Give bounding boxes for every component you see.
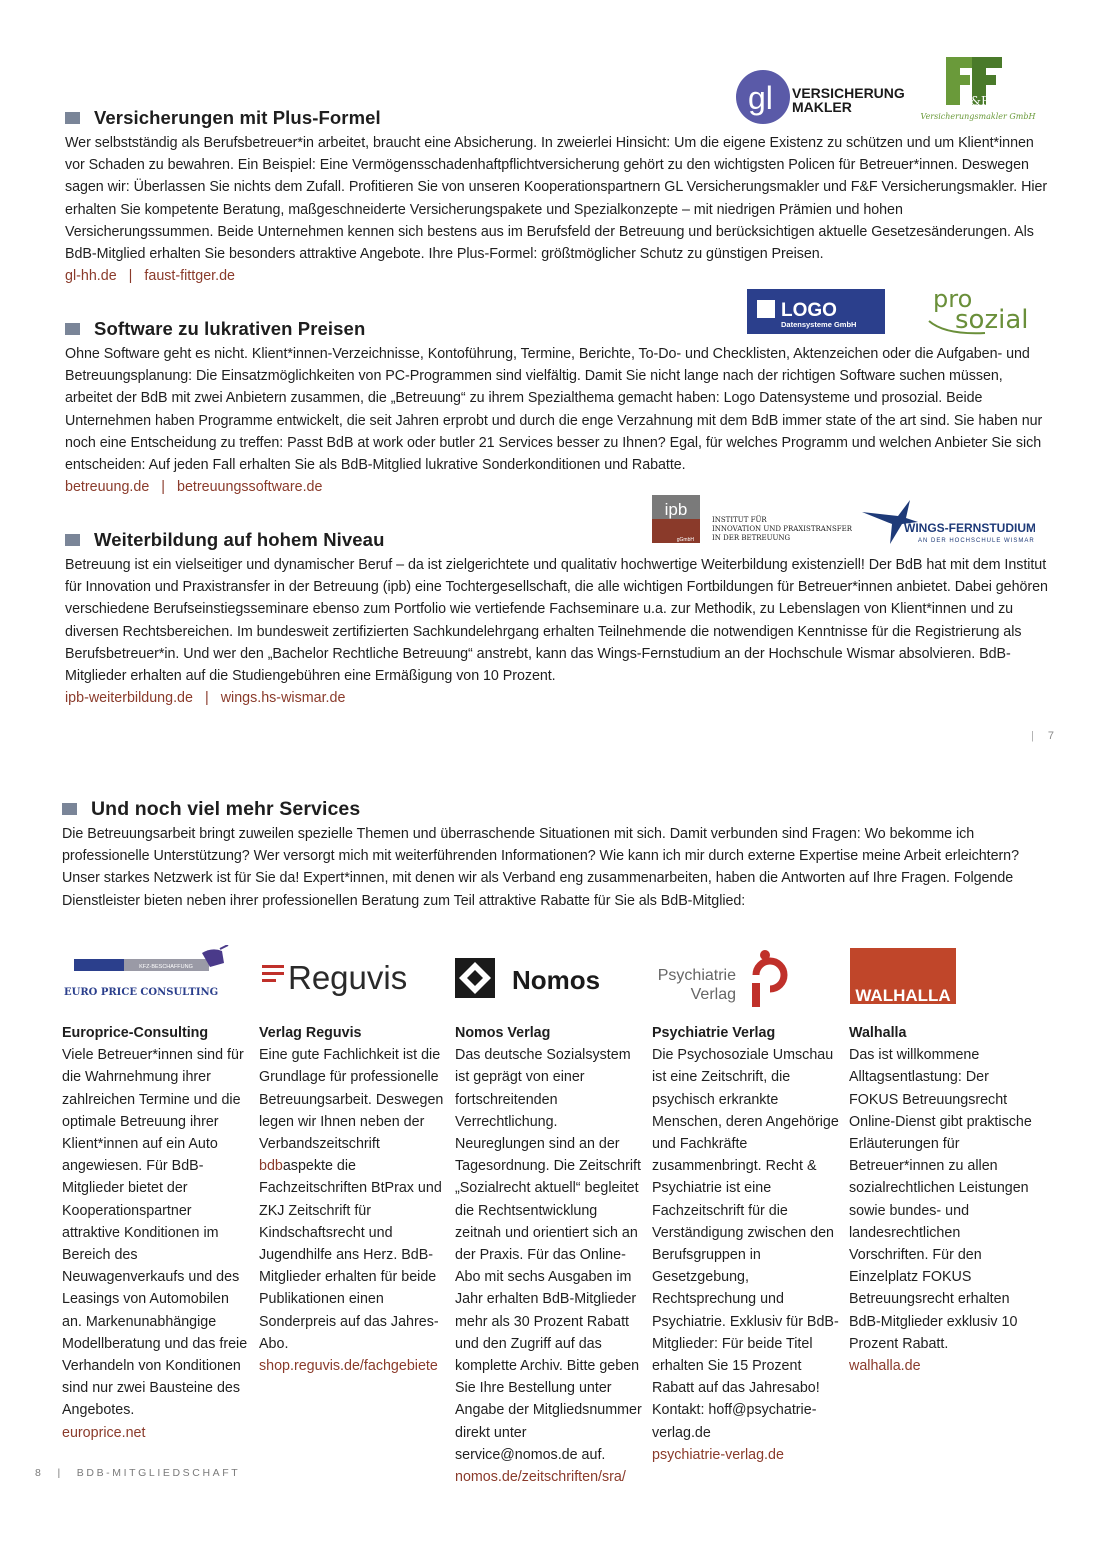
prosozial-top: pro [933,285,973,313]
page-number-right: | 7 [1031,730,1054,742]
link-gl-hh[interactable]: gl-hh.de [65,268,117,285]
section-software [65,315,1050,498]
ff-caption: Versicherungsmakler GmbH [920,112,1036,121]
section-links: betreuung.de | betreuungssoftware.de [65,479,323,496]
link-betreuung[interactable]: betreuung.de [65,479,150,496]
section-links: gl-hh.de | faust-fittger.de [65,268,235,285]
partner-body: Das ist willkommene Alltagsentlastung: Der FOKUS Betreuungsrecht Online-Dienst gibt praktische Erläuterungen für Betreuer*innen zu allen sozialrechtlichen Leistungen sowie bundes- und landesrechtlichen Vorschriften. Für den Einzelplatz FOKUS Betreuungsrecht erhalten BdB-Mitglieder exklusiv 10 Prozent Rabatt. [849,1047,1032,1352]
logo-main-text: LOGO [781,300,837,321]
walhalla-logo [850,948,956,1004]
section-body: Wer selbstständig als Berufsbetreuer*in arbeitet, braucht eine Absicherung. In zweierlei Hinsicht: Um die eigene Existenz zu schützen und um Klient*innen vor Schaden zu bewahren. Ein Beispiel: Eine Vermögensschadenhaftpflichtversicherung gehört zu den wichtigsten Policen für Betreuer*innen. Deswegen sagen wir: Überlassen Sie nichts dem Zufall. Profitieren Sie von unseren Kooperationspartnern GL Versicherungsmakler und F&F Versicherungsmakler. Hier erhalten Sie kompetente Beratung, maßgeschneiderte Versicherungspakete und Spezialkonzepte – mit niedrigen Prämien und hohen Versicherungssummen. Beide Unternehmen kennen sich bestens aus im Berufsfeld der Betreuung und berücksichtigen aktuelle Gesetzesänderungen. Als BdB-Mitglied erhalten Sie besonders attraktive Angebote. Ihre Plus-Formel: größtmöglicher Schutz zu günstigen Preisen. [65,135,1048,263]
link-ipb-weiterbildung[interactable]: ipb-weiterbildung.de [65,690,193,707]
section-title: Software zu lukrativen Preisen [94,318,366,339]
link-wings-hs-wismar[interactable]: wings.hs-wismar.de [220,690,346,707]
section-weiterbildung [65,526,1050,709]
bullet-square-icon [65,534,80,546]
partner-link[interactable]: psychiatrie-verlag.de [652,1446,784,1463]
gl-line2: MAKLER [792,99,852,115]
section-title: Und noch viel mehr Services [91,797,361,820]
partner-reguvis [259,1022,447,1377]
section-body: Betreuung ist ein vielseitiger und dynamischer Beruf – da ist zielgerichtete und qualitativ hochwertige Weiterbildung existenziell! Der BdB hat mit dem Institut für Innovation und Praxistransfer in der Betreuung (ipb) eine Tochtergesellschaft, die alle wichtigen Fortbildungen für Betreuer*innen anbietet. Dabei gehören verschiedene Berufseinstiegsseminare ebenso zum Portfolio wie vertiefende Fachseminare u.a. zur Methodik, zu Lebenslagen von Klient*innen und zu diversen Rechtsbereichen. Im bundesweit zertifizierten Sachkundelehrgang erhalten Teilnehmende die notwendigen Kenntnisse für die Registrierung als Berufsbetreuer*in. Und wer den „Bachelor Rechtliche Betreuung“ anstrebt, kann das Wings-Fernstudium an der Hochschule Wismar absolvieren. BdB-Mitglieder erhalten auf die Studiengebühren eine Ermäßigung von 10 Prozent. [65,557,1048,685]
bdb-brand: bdb [259,1158,283,1175]
partner-europrice [62,1022,250,1444]
section-versicherungen [65,104,1050,287]
walhalla-text: WALHALLA [855,986,951,1004]
partner-title: Europrice-Consulting [62,1025,209,1041]
page-footer: 8 | BDB-MITGLIEDSCHAFT [35,1467,241,1479]
logo-sub-text: Datensysteme GmbH [781,320,857,329]
bullet-square-icon [65,112,80,124]
bullet-square-icon [65,323,80,335]
partner-nomos [455,1022,643,1488]
partner-title: Walhalla [849,1025,907,1041]
link-faust-fittger[interactable]: faust-fittger.de [144,268,235,285]
ipb-small: gGmbH [676,537,694,543]
psychiatrie-verlag-logo [652,945,802,1010]
europrice-name: EURO PRICE CONSULTING [64,987,219,998]
partner-body: Viele Betreuer*innen sind für die Wahrnehmung ihrer zahlreichen Termine und die optimale Betreuung ihrer Klient*innen auf ein Auto angewiesen. Für BdB-Mitglieder bietet der Kooperationspartner attraktive Konditionen im Bereich des Neuwagenverkaufs und des Leasings von Automobilen an. Markenunabhängige Modellberatung und das freie Verhandeln von Konditionen sind nur zwei Bausteine des Angebotes. [62,1047,248,1419]
ff-letters: F&F [962,94,990,108]
section-services [62,795,1047,912]
psych-line1: Psychiatrie [657,967,736,984]
reguvis-logo [260,945,430,1005]
nomos-text: Nomos [512,965,601,995]
partner-psychiatrie-verlag [652,1022,840,1466]
ipb-letters: ipb [664,500,688,519]
partner-title: Psychiatrie Verlag [652,1025,776,1041]
reguvis-text: Reguvis [288,959,408,996]
partner-link[interactable]: nomos.de/zeitschriften/sra/ [455,1469,626,1486]
partner-body: Die Psychosoziale Umschau ist eine Zeitschrift, die psychisch erkrankte Menschen, deren Angehörige und Fachkräfte zusammenbringt. Recht & Psychiatrie ist eine Fachzeitschrift für die Verständigung zwischen den Berufsgruppen in Gesetzgebung, Rechtsprechung und Psychiatrie. Exklusiv für BdB-Mitglieder: Für beide Titel erhalten Sie 15 Prozent Rabatt auf das Jahresabo! Kontakt: hoff@psychatrie-verlag.de [652,1047,839,1441]
aspekte-brand: aspekte [282,1158,333,1175]
partner-body: Das deutsche Sozialsystem ist geprägt von einer fortschreitenden Verrechtlichung. Neureglungen sind an der Tagesordnung. Die Zeitschrift „Sozialrecht aktuell“ begleitet die Rechtsentwicklung zeitnah und orientiert sich an der Praxis. Für das Online-Abo mit sechs Ausgaben im Jahr erhalten BdB-Mitglieder mehr als 30 Prozent Rabatt und den Zugriff auf das komplette Archiv. Bitte geben Sie Ihre Bestellung unter Angabe der Mitgliedsnummer direkt unter service@nomos.de auf. [455,1047,642,1463]
footer-label: BDB-MITGLIEDSCHAFT [76,1467,241,1479]
wings-sub: AN DER HOCHSCHULE WISMAR [918,538,1035,544]
europrice-logo [62,945,237,1000]
partner-walhalla [849,1022,1037,1377]
partner-title: Verlag Reguvis [259,1025,362,1041]
europrice-band: KFZ-BESCHAFFUNG [139,964,193,970]
ipb-line1: INSTITUT FÜR [712,516,767,524]
partner-link[interactable]: walhalla.de [849,1358,921,1375]
ipb-line3: IN DER BETREUUNG [712,534,791,542]
section-body: Ohne Software geht es nicht. Klient*innen-Verzeichnisse, Kontoführung, Termine, Berichte, To-Do- und Checklisten, Aktenzeichen oder die Aufgaben- und Betreuungsplanung: Die Einsatzmöglichkeiten von PC-Programmen sind vielfältig. Damit Sie nicht lange nach der richtigen Software suchen müssen, arbeitet der BdB mit zwei Anbietern zusammen, die „Betreuung“ zu ihrem Spezialthema gemacht haben: Logo Datensysteme und prosozial. Beide Unternehmen haben Programme entwickelt, die seit Jahren erprobt und durch die enge Verzahnung mit dem BdB immer state of the art sind. Sie haben nur noch eine Entscheidung zu treffen: Passt BdB at work oder butler 21 Services besser zu Ihnen? Egal, für welches Programm und welchen Anbieter Sie sich entscheiden: Auf jeden Fall erhalten Sie als BdB-Mitglied lukrative Sonderkonditionen und Rabatte. [65,346,1043,474]
wings-main: WINGS-FERNSTUDIUM [904,521,1035,535]
section-body: Die Betreuungsarbeit bringt zuweilen spezielle Themen und überraschende Situationen mit sich. Damit verbunden sind Fragen: Wo bekomme ich professionelle Unterstützung? Wer versorgt mich mit weiterführenden Informationen? Wie kann ich mir durch externe Expertise meine Arbeit erleichtern? Unser starkes Netzwerk ist für Sie da! Expert*innen, mit denen wir als Verband eng zusammenarbeiten, haben die Antworten auf Ihre Fragen. Folgende Dienstleister bieten neben ihrer professionellen Beratung zum Teil attraktive Rabatte für Sie als BdB-Mitglied: [62,826,1019,909]
gl-line1: VERSICHERUNGS [792,85,905,101]
prosozial-bottom: sozial [955,305,1029,335]
page-number-left: 8 [35,1467,44,1479]
partner-body: Eine gute Fachlichkeit ist die Grundlage für professionelle Betreuungsarbeit. Deswegen legen wir Ihnen neben der Verbandszeitschrift bdbaspekte die Fachzeitschriften BtPrax und ZKJ Zeitschrift für Kindschaftsrecht und Jugendhilfe ans Herz. BdB-Mitglieder erhalten für beide Publikationen einen Sonderpreis auf das Jahres-Abo. [259,1047,444,1352]
psych-line2: Verlag [690,986,736,1003]
nomos-logo [455,945,615,1005]
bullet-square-icon [62,803,77,815]
gl-letters: gl [748,80,773,116]
link-betreuungssoftware[interactable]: betreuungssoftware.de [177,479,323,496]
section-title: Weiterbildung auf hohem Niveau [94,529,385,550]
partner-link[interactable]: shop.reguvis.de/fachgebiete [259,1358,438,1375]
section-links: ipb-weiterbildung.de | wings.hs-wismar.de [65,690,346,707]
partner-link[interactable]: europrice.net [62,1424,146,1441]
section-title: Versicherungen mit Plus-Formel [94,107,381,128]
partner-title: Nomos Verlag [455,1025,551,1041]
ipb-line2: INNOVATION UND PRAXISTRANSFER [712,525,852,533]
